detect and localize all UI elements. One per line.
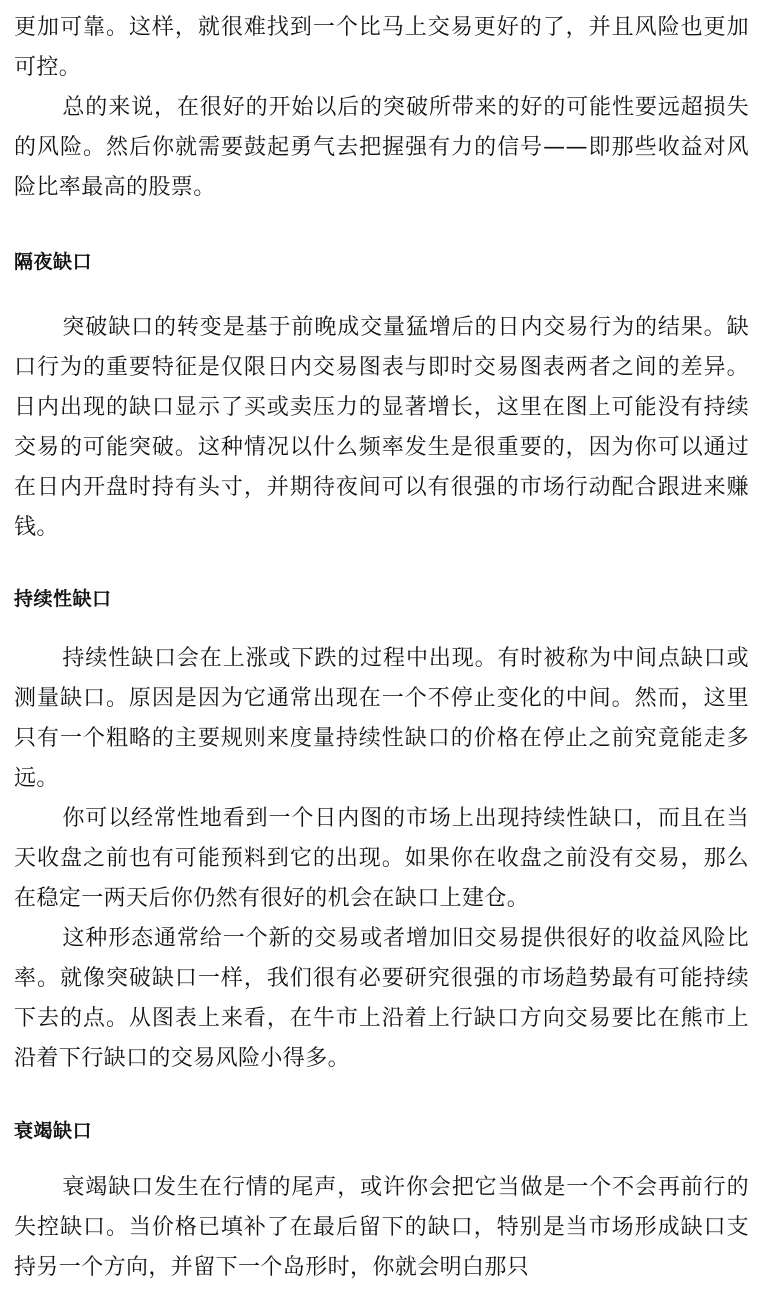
- paragraph-continuation-gap-2: 你可以经常性地看到一个日内图的市场上出现持续性缺口，而且在当天收盘之前也有可能预料到它的出现。如果你在收盘之前没有交易，那么在稳定一两天后你仍然有很好的机会在缺口上建仓。: [14, 806, 749, 911]
- paragraph-continued: 更加可靠。这样，就很难找到一个比马上交易更好的了，并且风险也更加可控。: [14, 15, 749, 80]
- paragraph-overnight-gap: 突破缺口的转变是基于前晚成交量猛增后的日内交易行为的结果。缺口行为的重要特征是仅限日内交易图表与即时交易图表两者之间的差异。日内出现的缺口显示了买或卖压力的显著增长，这里在图上可能没有持续交易的可能突破。这种情况以什么频率发生是很重要的，因为你可以通过在日内开盘时持有头寸，并期待夜间可以有很强的市场行动配合跟进来赚钱。: [14, 315, 749, 540]
- paragraph-continuation-gap-3: 这种形态通常给一个新的交易或者增加旧交易提供很好的收益风险比率。就像突破缺口一样，我们很有必要研究很强的市场趋势最有可能持续下去的点。从图表上来看，在牛市上沿着上行缺口方向交易要比在熊市上沿着下行缺口的交易风险小得多。: [14, 926, 749, 1071]
- paragraph-continuation-gap-1: 持续性缺口会在上涨或下跌的过程中出现。有时被称为中间点缺口或测量缺口。原因是因为它通常出现在一个不停止变化的中间。然而，这里只有一个粗略的主要规则来度量持续性缺口的价格在停止之前究竟能走多远。: [14, 646, 749, 791]
- paragraph-exhaustion-gap: 衰竭缺口发生在行情的尾声，或许你会把它当做是一个不会再前行的失控缺口。当价格已填补了在最后留下的缺口，特别是当市场形成缺口支持另一个方向，并留下一个岛形时，你就会明白那只: [14, 1175, 749, 1280]
- section-heading-overnight-gap: 隔夜缺口: [14, 251, 93, 273]
- paragraph-summary: 总的来说，在很好的开始以后的突破所带来的好的可能性要远超损失的风险。然后你就需要鼓起勇气去把握强有力的信号——即那些收益对风险比率最高的股票。: [14, 95, 749, 200]
- section-heading-continuation-gap: 持续性缺口: [14, 588, 112, 610]
- section-heading-exhaustion-gap: 衰竭缺口: [14, 1120, 93, 1142]
